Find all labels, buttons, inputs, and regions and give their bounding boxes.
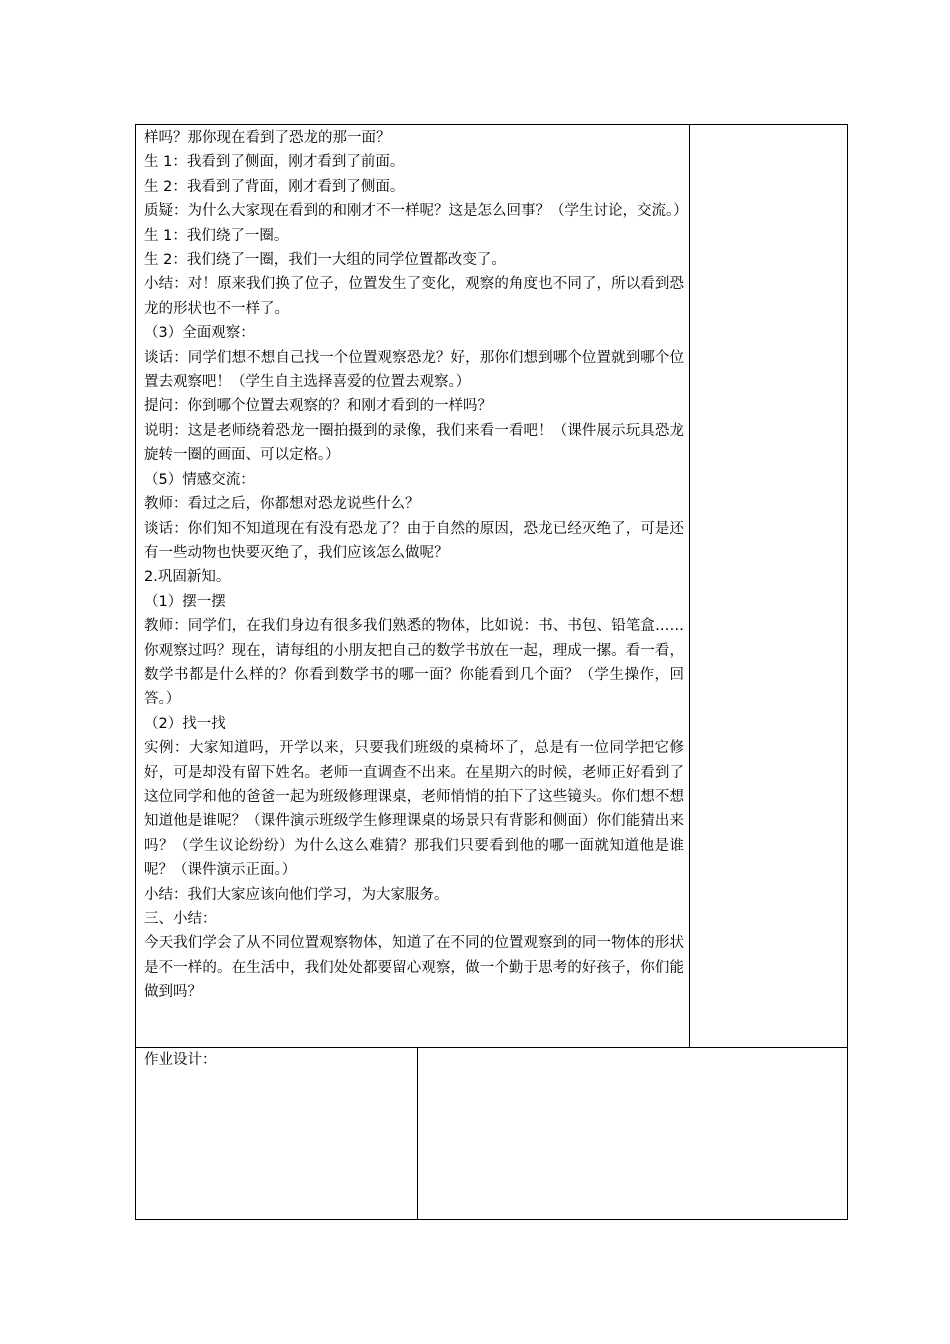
lesson-paragraph: 三、小结： bbox=[144, 911, 217, 927]
right-column-divider bbox=[689, 124, 690, 1048]
lesson-paragraph: 说明：这是老师绕着恐龙一圈拍摄到的录像，我们来看一看吧！（课件展示玩具恐龙旋转一圈的画面、可以定格。） bbox=[144, 422, 684, 464]
lesson-content bbox=[144, 126, 688, 1005]
lesson-paragraph: 教师：同学们，在我们身边有很多我们熟悉的物体，比如说：书、书包、铅笔盒……你观察过吗？现在，请每组的小朋友把自己的数学书放在一起，理成一摞。看一看，数学书都是什么样的？你看到数学书的哪一面？你能看到几个面？（学生操作，回答。） bbox=[144, 618, 684, 708]
lesson-paragraph: 小结：对！原来我们换了位子，位置发生了变化，观察的角度也不同了，所以看到恐龙的形状也不一样了。 bbox=[144, 276, 684, 317]
homework-label: 作业设计： bbox=[144, 1052, 217, 1068]
lesson-paragraph: （2）找一找 bbox=[144, 715, 226, 732]
lesson-paragraph: 提问：你到哪个位置去观察的？和刚才看到的一样吗？ bbox=[144, 398, 492, 415]
lesson-paragraph: （5）情感交流： bbox=[144, 471, 255, 488]
lesson-paragraph: 实例：大家知道吗，开学以来，只要我们班级的桌椅坏了，总是有一位同学把它修好，可是却没有留下姓名。老师一直调查不出来。在星期六的时候，老师正好看到了这位同学和他的爸爸一起为班级修理课桌，老师悄悄的拍下了这些镜头。你们想不想知道他是谁呢？（课件演示班级学生修理课桌的场景只有背影和侧面）你们能猜出来吗？（学生议论纷纷）为什么这么难猜？那我们只要看到他的哪一面就知道他是谁呢？（课件演示正面。） bbox=[144, 740, 684, 879]
lesson-paragraph: 生 2：我看到了背面，刚才看到了侧面。 bbox=[144, 178, 405, 195]
lesson-paragraph: 质疑：为什么大家现在看到的和刚才不一样呢？这是怎么回事？（学生讨论，交流。） bbox=[144, 203, 688, 220]
homework-column-divider bbox=[417, 1047, 418, 1220]
lesson-paragraph: 教师：看过之后，你都想对恐龙说些什么？ bbox=[144, 496, 420, 513]
homework-row-divider bbox=[135, 1047, 848, 1048]
lesson-paragraph: 生 1：我们绕了一圈。 bbox=[144, 227, 289, 244]
lesson-paragraph: 今天我们学会了从不同位置观察物体，知道了在不同的位置观察到的同一物体的形状是不一样的。在生活中，我们处处都要留心观察，做一个勤于思考的好孩子，你们能做到吗？ bbox=[144, 935, 684, 1001]
lesson-paragraph: （3）全面观察： bbox=[144, 325, 255, 342]
lesson-paragraph: 谈话：你们知不知道现在有没有恐龙了？由于自然的原因，恐龙已经灭绝了，可是还有一些动物也快要灭绝了，我们应该怎么做呢？ bbox=[144, 520, 684, 561]
lesson-paragraph: 2.巩固新知。 bbox=[144, 569, 231, 586]
lesson-paragraph: 样吗？那你现在看到了恐龙的那一面？ bbox=[144, 130, 391, 146]
lesson-paragraph: 小结：我们大家应该向他们学习，为大家服务。 bbox=[144, 886, 449, 903]
lesson-paragraph: 生 1：我看到了侧面，刚才看到了前面。 bbox=[144, 154, 405, 171]
lesson-paragraph: （1）摆一摆 bbox=[144, 593, 226, 610]
lesson-paragraph: 生 2：我们绕了一圈，我们一大组的同学位置都改变了。 bbox=[144, 252, 506, 269]
lesson-paragraph: 谈话：同学们想不想自己找一个位置观察恐龙？好，那你们想到哪个位置就到哪个位置去观察吧！（学生自主选择喜爱的位置去观察。） bbox=[144, 349, 684, 391]
